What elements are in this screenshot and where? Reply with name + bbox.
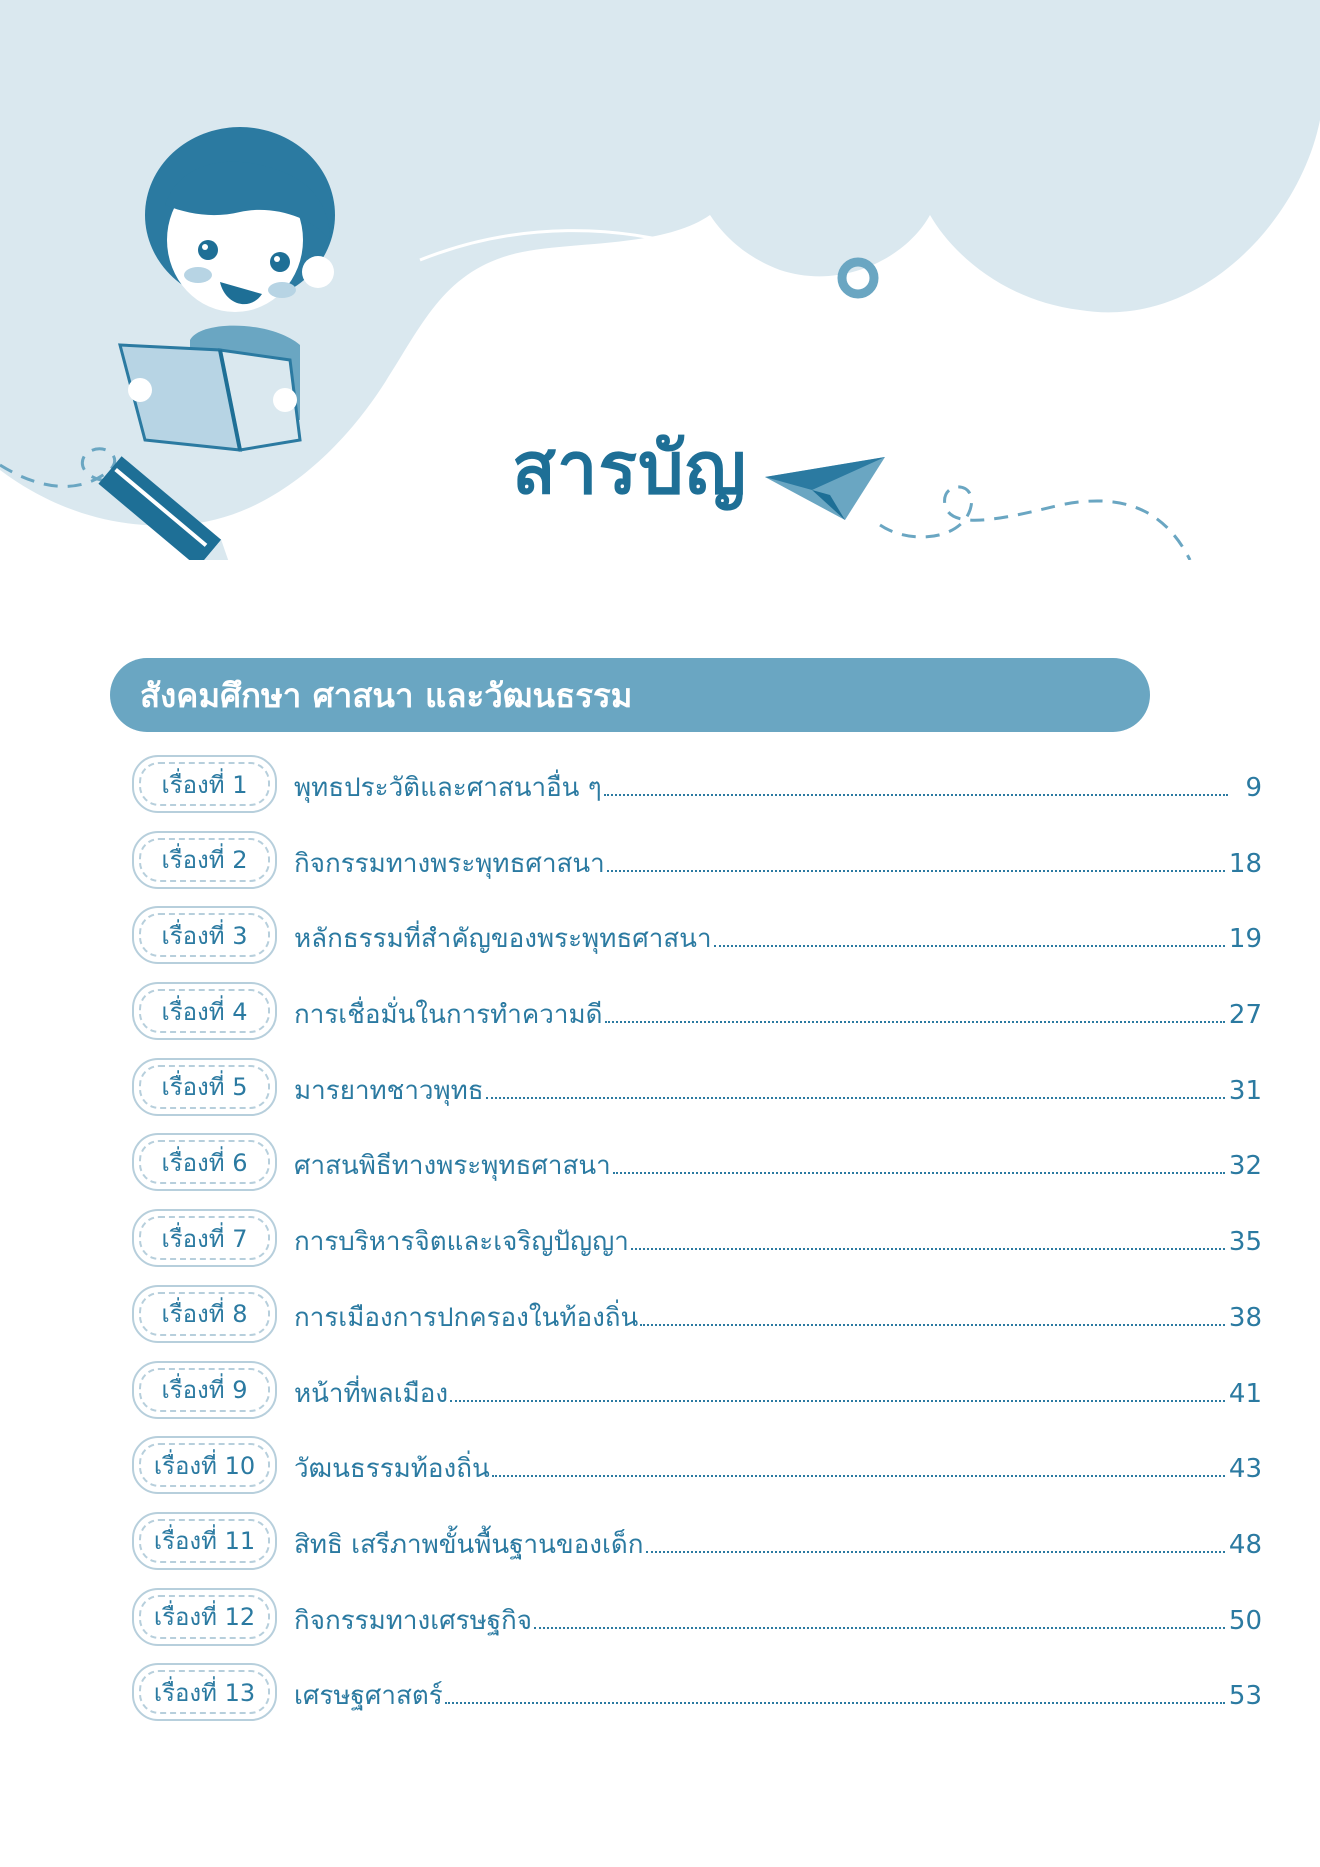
page-number: 32	[1228, 1151, 1262, 1182]
topic-badge-label: เรื่องที่ 4	[161, 997, 248, 1026]
topic-title: ศาสนพิธีทางพระพุทธศาสนา	[294, 1151, 611, 1182]
dashed-trail-right	[880, 487, 1190, 560]
topic-title: การบริหารจิตและเจริญปัญญา	[294, 1227, 629, 1258]
toc-row[interactable]	[132, 906, 1262, 982]
dot-leader	[613, 1154, 1225, 1174]
topic-badge-label: เรื่องที่ 5	[161, 1073, 248, 1102]
topic-title: การเมืองการปกครองในท้องถิ่น	[294, 1302, 639, 1333]
topic-title: การเชื่อมั่นในการทำความดี	[294, 1000, 603, 1031]
topic-badge	[132, 982, 277, 1040]
topic-badge	[132, 1588, 277, 1646]
topic-title: กิจกรรมทางเศรษฐกิจ	[294, 1605, 533, 1636]
topic-line	[294, 918, 1262, 959]
topic-badge	[132, 1058, 277, 1116]
toc-row[interactable]	[132, 1663, 1262, 1739]
topic-badge	[132, 1285, 277, 1343]
topic-badge-label: เรื่องที่ 11	[153, 1527, 256, 1556]
wave-line	[270, 498, 360, 515]
page-number: 31	[1228, 1075, 1262, 1106]
topic-line	[294, 1524, 1262, 1565]
dot-leader	[640, 1306, 1225, 1326]
topic-badge-label: เรื่องที่ 8	[161, 1300, 248, 1329]
toc-row[interactable]	[132, 1133, 1262, 1209]
topic-line	[294, 994, 1262, 1035]
page-number: 48	[1228, 1529, 1262, 1560]
topic-title: วัฒนธรรมท้องถิ่น	[294, 1454, 490, 1485]
topic-line	[294, 1373, 1262, 1414]
toc-row[interactable]	[132, 755, 1262, 831]
page-number: 9	[1245, 773, 1262, 803]
topic-badge-label: เรื่องที่ 2	[161, 846, 248, 875]
page-number: 19	[1228, 924, 1262, 955]
paper-plane-icon	[765, 457, 885, 520]
topic-line	[294, 1070, 1262, 1111]
topic-line	[294, 1675, 1262, 1716]
topic-badge-label: เรื่องที่ 13	[153, 1678, 256, 1707]
toc-row[interactable]	[132, 1209, 1262, 1285]
toc-row[interactable]	[132, 1436, 1262, 1512]
toc-row[interactable]	[132, 1512, 1262, 1588]
topic-line	[294, 1145, 1262, 1186]
topic-badge	[132, 1436, 277, 1494]
dot-leader	[450, 1382, 1225, 1402]
table-of-contents	[132, 755, 1262, 1739]
dot-leader	[534, 1609, 1225, 1629]
toc-row[interactable]	[132, 1361, 1262, 1437]
toc-row[interactable]	[132, 831, 1262, 907]
topic-title: มารยาทชาวพุทธ	[294, 1075, 484, 1106]
topic-badge-label: เรื่องที่ 9	[161, 1376, 248, 1404]
topic-badge	[132, 1361, 277, 1419]
toc-row[interactable]	[132, 1058, 1262, 1134]
topic-badge-label: เรื่องที่ 6	[161, 1148, 248, 1177]
topic-badge	[132, 906, 277, 964]
topic-badge	[132, 755, 277, 813]
toc-row[interactable]	[132, 1588, 1262, 1664]
page-title: สารบัญ	[512, 426, 748, 510]
topic-line	[294, 1448, 1262, 1489]
topic-title: สิทธิ เสรีภาพขั้นพื้นฐานของเด็ก	[294, 1529, 644, 1560]
topic-title: เศรษฐศาสตร์	[294, 1681, 443, 1712]
topic-badge-label: เรื่องที่ 3	[161, 921, 248, 950]
topic-title: พุทธประวัติและศาสนาอื่น ๆ	[294, 773, 602, 803]
topic-line	[294, 1600, 1262, 1641]
page-number: 50	[1228, 1605, 1262, 1636]
page-number: 43	[1228, 1454, 1262, 1485]
dot-leader	[607, 852, 1225, 872]
page-number: 35	[1228, 1227, 1262, 1258]
dot-leader	[486, 1079, 1225, 1099]
toc-row[interactable]	[132, 982, 1262, 1058]
topic-badge	[132, 1209, 277, 1267]
topic-badge-label: เรื่องที่ 1	[161, 770, 248, 799]
topic-line	[294, 1297, 1262, 1338]
dot-leader	[646, 1533, 1225, 1553]
page-number: 41	[1228, 1378, 1262, 1409]
toc-row[interactable]	[132, 1285, 1262, 1361]
dot-leader	[631, 1230, 1225, 1250]
topic-line	[294, 843, 1262, 884]
topic-line	[294, 767, 1262, 808]
topic-title: กิจกรรมทางพระพุทธศาสนา	[294, 848, 605, 879]
dot-leader	[605, 1003, 1225, 1023]
topic-badge-label: เรื่องที่ 7	[161, 1224, 248, 1253]
topic-badge	[132, 1133, 277, 1191]
dot-leader	[445, 1684, 1225, 1704]
dot-leader	[714, 927, 1225, 947]
topic-badge-label: เรื่องที่ 12	[153, 1603, 256, 1632]
topic-badge	[132, 1663, 277, 1721]
topic-title: หน้าที่พลเมือง	[294, 1378, 449, 1409]
topic-badge	[132, 1512, 277, 1570]
page-number: 38	[1228, 1302, 1262, 1333]
topic-badge	[132, 831, 277, 889]
dot-leader	[604, 776, 1228, 796]
page-number: 27	[1228, 1000, 1262, 1031]
section-title: สังคมศึกษา ศาสนา และวัฒนธรรม	[140, 675, 633, 715]
section-banner	[110, 658, 1150, 732]
topic-badge-label: เรื่องที่ 10	[153, 1451, 256, 1480]
topic-line	[294, 1221, 1262, 1262]
page-number: 53	[1228, 1681, 1262, 1712]
topic-title: หลักธรรมที่สำคัญของพระพุทธศาสนา	[294, 924, 712, 955]
page-number: 18	[1228, 848, 1262, 879]
dot-leader	[492, 1457, 1225, 1477]
